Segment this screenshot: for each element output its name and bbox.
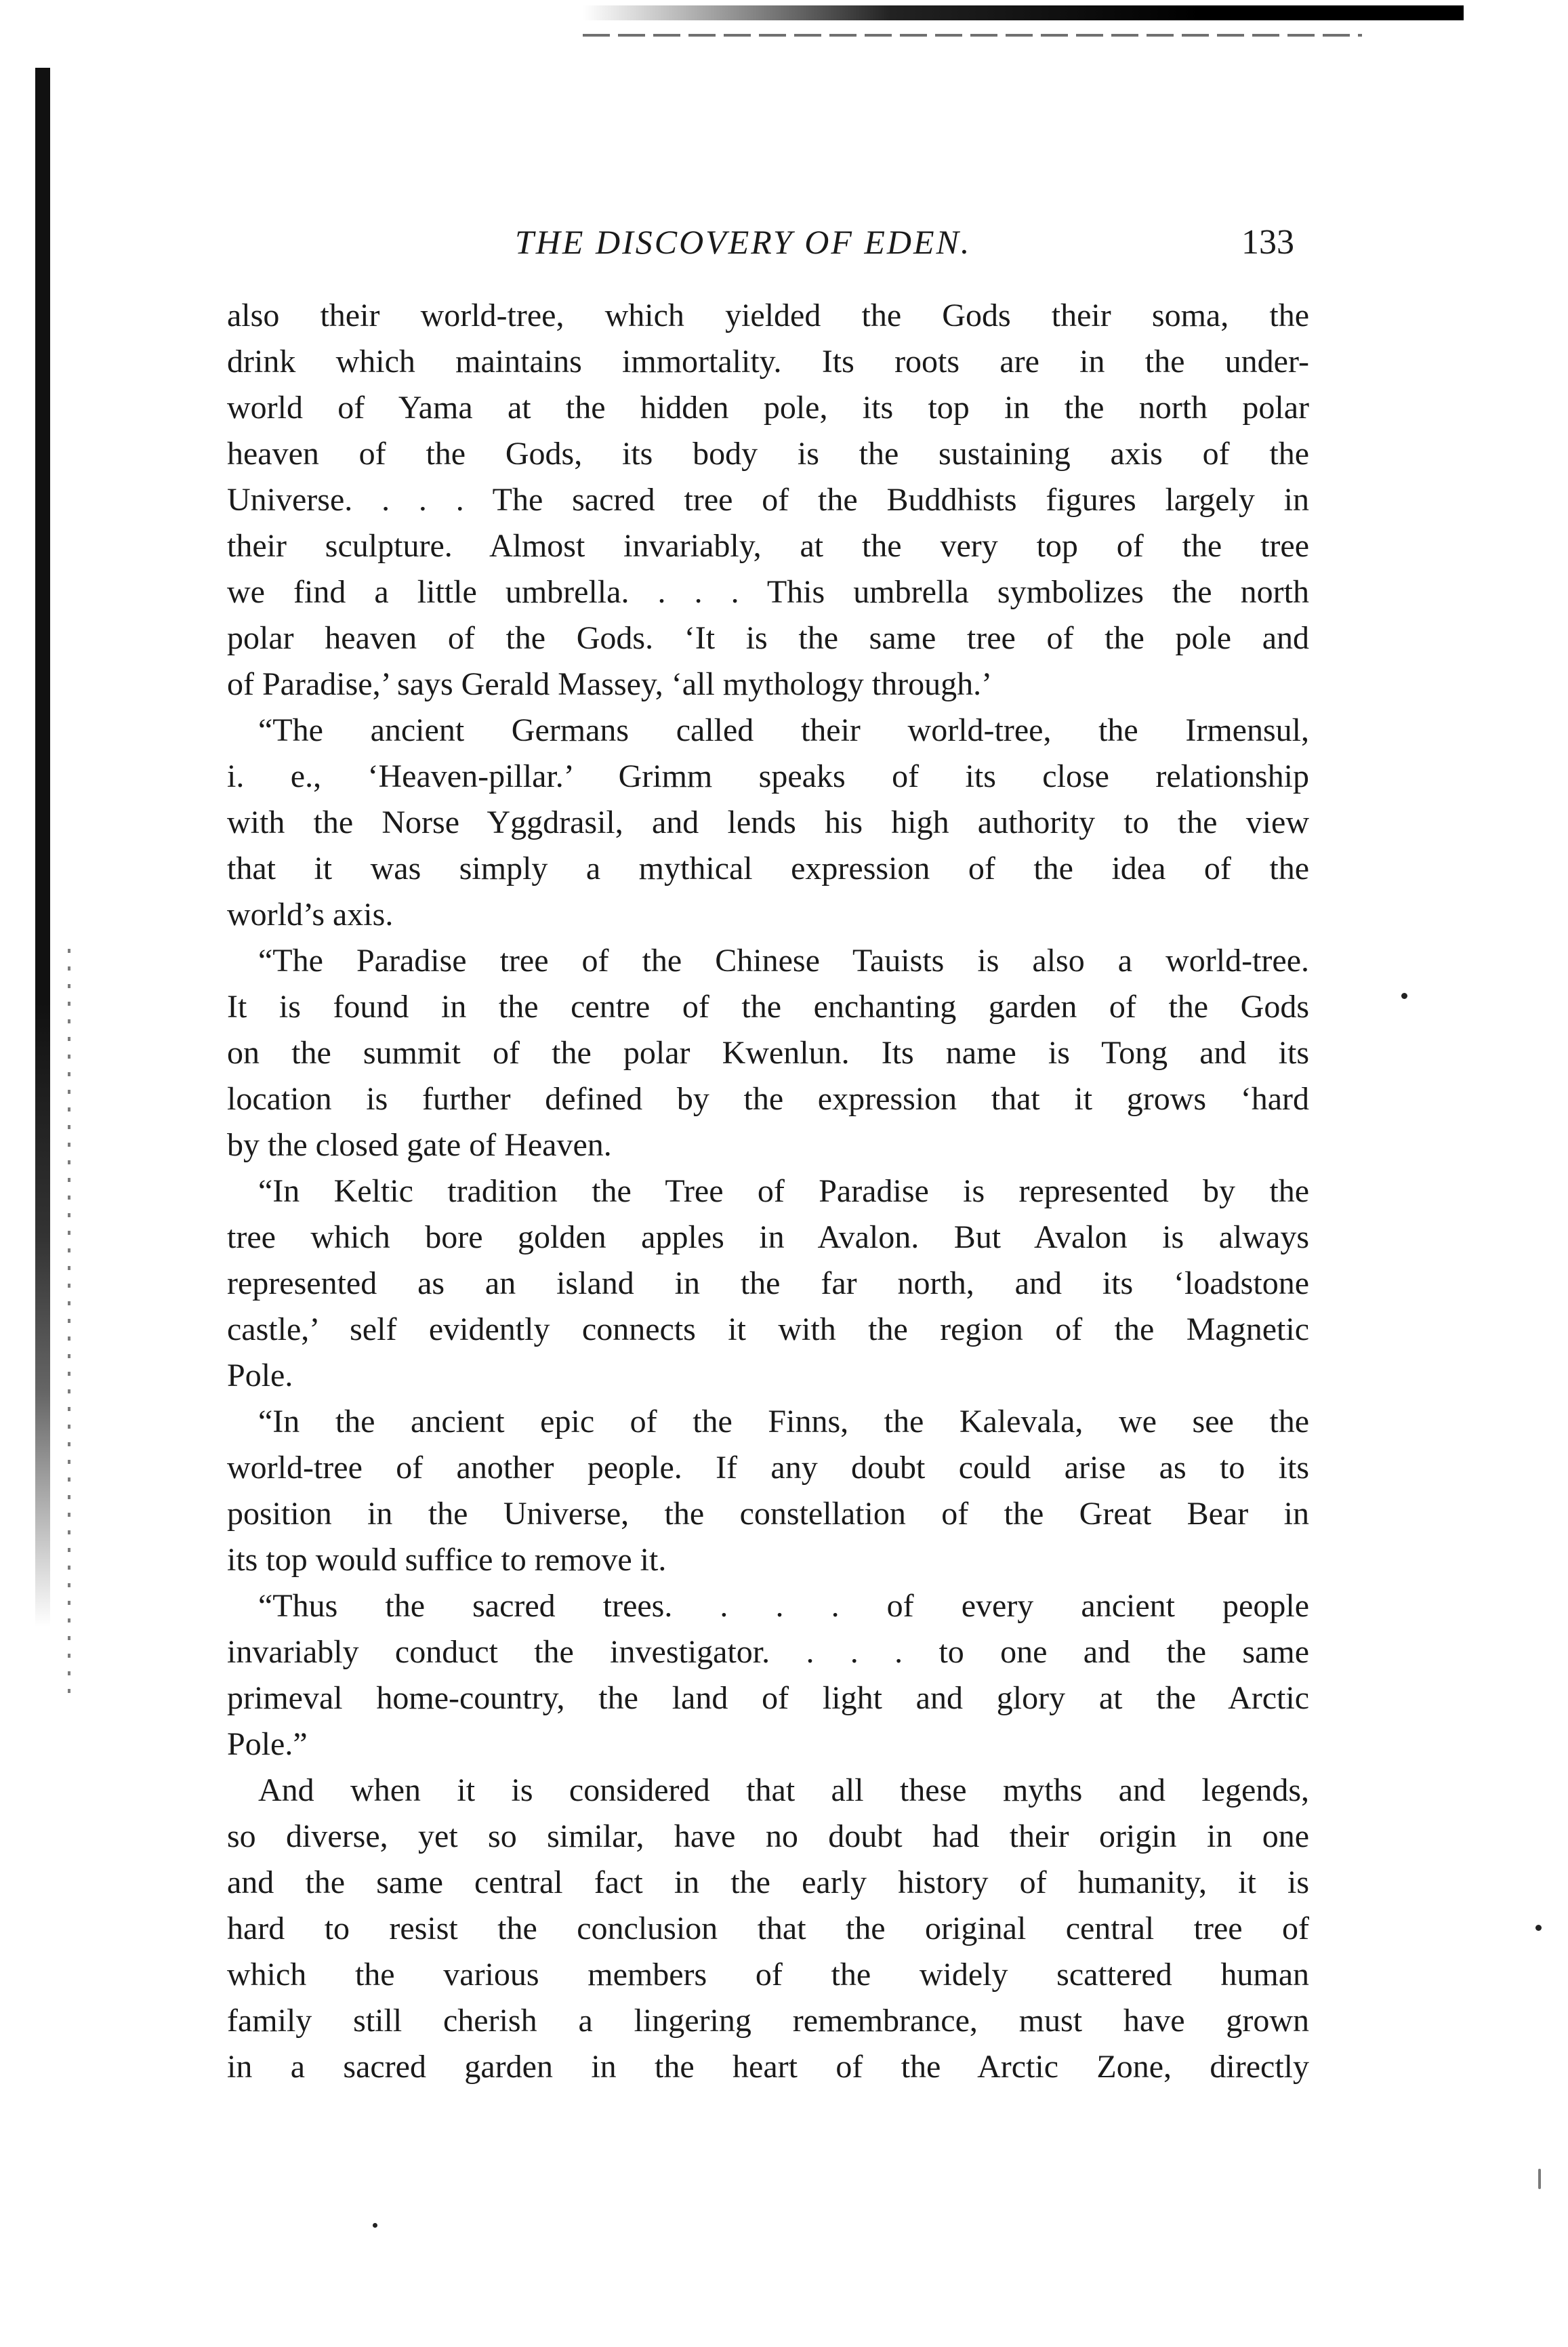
- running-title: THE DISCOVERY OF EDEN.: [515, 223, 972, 261]
- text-line: and the same central fact in the early history of humanity, it is: [227, 1864, 1309, 1900]
- text-line: “In the ancient epic of the Finns, the Kalevala, we see the: [258, 1404, 1309, 1440]
- text-line: that it was simply a mythical expression of the idea of the: [227, 851, 1309, 886]
- text-line: location is further defined by the expression that it grows ‘hard: [227, 1081, 1309, 1117]
- text-line: which the various members of the widely scattered human: [227, 1957, 1309, 1993]
- text-line: primeval home-country, the land of light and glory at the Arctic: [227, 1680, 1309, 1716]
- text-line: their sculpture. Almost invariably, at the very top of the tree: [227, 528, 1309, 564]
- page-number: 133: [1241, 223, 1294, 262]
- scan-speck: [1538, 2169, 1541, 2189]
- text-line: with the Norse Yggdrasil, and lends his high authority to the view: [227, 804, 1309, 840]
- text-line: its top would suffice to remove it.: [227, 1542, 667, 1578]
- text-line: Pole.”: [227, 1726, 308, 1762]
- text-line: polar heaven of the Gods. ‘It is the same tree of the pole and: [227, 620, 1309, 656]
- text-line: heaven of the Gods, its body is the sustaining axis of the: [227, 436, 1309, 472]
- text-line: world of Yama at the hidden pole, its top in the north polar: [227, 390, 1309, 426]
- text-line: invariably conduct the investigator. . . . to one and the same: [227, 1634, 1309, 1670]
- text-line: It is found in the centre of the enchanting garden of the Gods: [227, 989, 1309, 1025]
- text-line: so diverse, yet so similar, have no doubt had their origin in one: [227, 1818, 1309, 1854]
- text-line: drink which maintains immortality. Its roots are in the under-: [227, 344, 1309, 380]
- text-line: we find a little umbrella. . . . This umbrella symbolizes the north: [227, 574, 1309, 610]
- text-line: of Paradise,’ says Gerald Massey, ‘all mythology through.’: [227, 666, 993, 702]
- text-line: by the closed gate of Heaven.: [227, 1127, 612, 1163]
- scan-speck: [373, 2223, 377, 2228]
- text-line: tree which bore golden apples in Avalon. But Avalon is always: [227, 1219, 1309, 1255]
- text-line: “The ancient Germans called their world-tree, the Irmensul,: [258, 712, 1309, 748]
- text-line: world’s axis.: [227, 897, 394, 933]
- text-line: family still cherish a lingering remembrance, must have grown: [227, 2003, 1309, 2039]
- scan-top-rule-thin: [583, 34, 1362, 37]
- text-line: in a sacred garden in the heart of the Arctic Zone, directly: [227, 2049, 1309, 2085]
- text-line: world-tree of another people. If any doubt could arise as to its: [227, 1450, 1309, 1486]
- scan-speck: [1401, 993, 1407, 999]
- scan-top-rule: [583, 5, 1464, 20]
- text-line: Pole.: [227, 1358, 293, 1393]
- text-line: “The Paradise tree of the Chinese Tauists is also a world-tree.: [258, 943, 1309, 979]
- text-line: position in the Universe, the constellation of the Great Bear in: [227, 1496, 1309, 1532]
- text-line: i. e., ‘Heaven-pillar.’ Grimm speaks of its close relationship: [227, 758, 1309, 794]
- text-line: also their world-tree, which yielded the Gods their soma, the: [227, 298, 1309, 333]
- text-line: “In Keltic tradition the Tree of Paradise is represented by the: [258, 1173, 1309, 1209]
- scan-speck: [1535, 1925, 1542, 1931]
- scan-spine-ticks: [68, 949, 70, 1694]
- text-line: castle,’ self evidently connects it with the region of the Magnetic: [227, 1311, 1309, 1347]
- text-line: hard to resist the conclusion that the original central tree of: [227, 1911, 1309, 1946]
- text-line: Universe. . . . The sacred tree of the Buddhists figures largely in: [227, 482, 1309, 518]
- body-text: [227, 293, 1309, 2090]
- text-line: on the summit of the polar Kwenlun. Its name is Tong and its: [227, 1035, 1309, 1071]
- text-line: And when it is considered that all these myths and legends,: [258, 1772, 1309, 1808]
- text-line: represented as an island in the far north, and its ‘loadstone: [227, 1265, 1309, 1301]
- running-header: [230, 216, 1315, 270]
- text-line: “Thus the sacred trees. . . . of every ancient people: [258, 1588, 1309, 1624]
- scan-spine-shadow: [35, 68, 50, 1627]
